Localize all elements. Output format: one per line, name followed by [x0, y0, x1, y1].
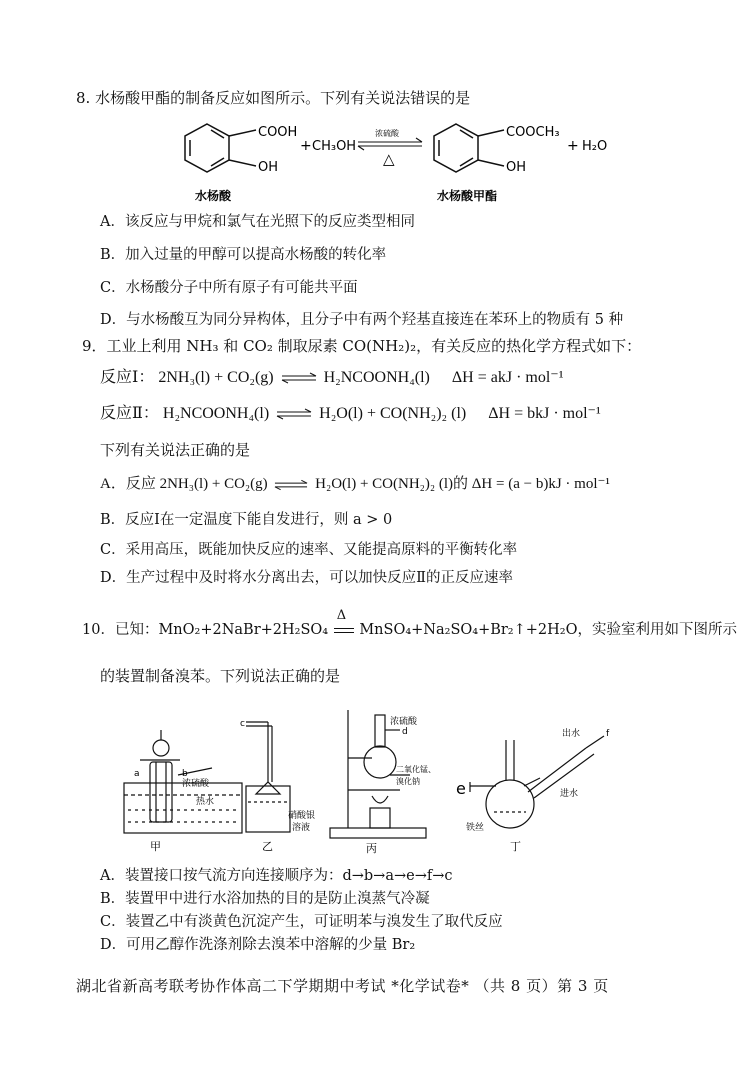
q10-delta: Δ — [336, 608, 347, 623]
q10-option-c: C．装置乙中有淡黄色沉淀产生，可证明苯与溴发生了取代反应 — [100, 914, 503, 930]
label-agno3-2: 溶液 — [292, 823, 311, 833]
label-agno3-1: 硝酸银 — [288, 811, 316, 821]
q8-catalyst-label: 浓硫酸 — [375, 129, 399, 138]
label-conc-acid-2: 浓硫酸 — [390, 717, 418, 727]
q8-option-d: D．与水杨酸互为同分异构体，且分子中有两个羟基直接连在苯环上的物质有 5 种 — [100, 312, 624, 328]
q10-heat-equals — [333, 608, 355, 640]
label-jia: 甲 — [150, 840, 161, 853]
page-footer: 湖北省新高考联考协作体高二下学期期中考试 *化学试卷* （共 8 页）第 3 页 — [76, 977, 609, 995]
q9-reaction-2-label: 反应Ⅱ： — [100, 405, 159, 422]
label-yi: 乙 — [262, 840, 273, 853]
label-a: a — [134, 769, 140, 779]
q9-reaction-2-right: H₂O(l) + CO(NH₂)₂ (l) — [319, 405, 467, 422]
q8-reactant-name: 水杨酸 — [195, 189, 232, 203]
q10-option-d: D．可用乙醇作洗涤剂除去溴苯中溶解的少量 Br₂ — [100, 937, 416, 953]
equilibrium-arrow-icon — [281, 372, 317, 384]
q10-stem-prefix: 10．已知：MnO₂+2NaBr+2H₂SO₄ — [82, 622, 329, 638]
q8-heat-symbol: △ — [383, 150, 395, 168]
q9-reaction-2-left: H₂NCOONH₄(l) — [162, 405, 270, 422]
label-f: f — [606, 729, 610, 739]
q8-water: H₂O — [582, 139, 608, 154]
apparatus-ding — [470, 736, 604, 828]
label-conc-acid-1: 浓硫酸 — [182, 779, 210, 789]
q8-product-oh-label: OH — [506, 160, 527, 175]
q9-option-a-prefix: A．反应 2NH₃(l) + CO₂(g) — [100, 476, 268, 492]
methyl-salicylate-structure — [434, 124, 504, 172]
q10-stem-line2: 的装置制备溴苯。下列说法正确的是 — [100, 667, 341, 685]
q9-reaction-1-right: H₂NCOONH₄(l) — [323, 369, 430, 386]
q8-cooch3-label: COOCH₃ — [506, 125, 560, 140]
q8-option-b: B．加入过量的甲醇可以提高水杨酸的转化率 — [100, 247, 387, 263]
q8-stem: 8. 水杨酸甲酯的制备反应如图所示。下列有关说法错误的是 — [76, 89, 471, 107]
q8-oh-label: OH — [258, 160, 279, 175]
label-d: d — [402, 727, 408, 737]
equilibrium-arrow-icon — [274, 479, 308, 491]
q9-reaction-1-label: 反应Ⅰ： — [100, 369, 155, 386]
q8-product-name: 水杨酸甲酯 — [437, 189, 498, 203]
apparatus-yi — [246, 722, 290, 832]
q9-reaction-2 — [100, 404, 601, 424]
label-mno2-1: 二氧化锰、 — [396, 765, 436, 774]
label-hot-water: 热水 — [196, 797, 215, 807]
q9-option-b: B．反应Ⅰ在一定温度下能自发进行，则 a > 0 — [100, 512, 393, 528]
q9-option-a — [100, 474, 610, 494]
salicylic-acid-structure — [185, 124, 256, 172]
label-b: b — [182, 769, 188, 779]
label-e: e — [456, 779, 466, 798]
label-iron-wire: 铁丝 — [466, 823, 485, 833]
label-bing: 丙 — [366, 842, 377, 855]
q9-reaction-1 — [100, 368, 564, 388]
q8-option-c: C．水杨酸分子中所有原子有可能共平面 — [100, 280, 358, 296]
q9-reaction-1-dh: ΔH = akJ · mol⁻¹ — [451, 369, 564, 386]
q10-stem — [82, 608, 737, 640]
equilibrium-arrow-icon — [276, 408, 312, 420]
apparatus-bing — [330, 710, 426, 838]
q10-option-b: B．装置甲中进行水浴加热的目的是防止溴蒸气冷凝 — [100, 891, 430, 907]
label-water-out: 出水 — [562, 729, 581, 739]
q10-stem-suffix: MnSO₄+Na₂SO₄+Br₂↑+2H₂O，实验室利用如下图所示 — [359, 622, 737, 638]
q9-question: 下列有关说法正确的是 — [100, 441, 251, 459]
q9-option-c: C．采用高压，既能加快反应的速率、又能提高原料的平衡转化率 — [100, 542, 518, 558]
q9-option-a-suffix: H₂O(l) + CO(NH₂)₂ (l)的 ΔH = (a − b)kJ · mol⁻¹ — [315, 476, 610, 492]
q8-methanol: CH₃OH — [312, 139, 357, 154]
label-c: c — [240, 719, 245, 729]
q8-cooh-label: COOH — [258, 125, 298, 140]
label-ding: 丁 — [510, 840, 521, 853]
q9-stem: 9．工业上利用 NH₃ 和 CO₂ 制取尿素 CO(NH₂)₂，有关反应的热化学方程式如下： — [82, 337, 642, 355]
q8-reaction-scheme — [0, 112, 756, 222]
label-water-in: 进水 — [560, 789, 579, 799]
q9-option-d: D．生产过程中及时将水分离出去，可以加快反应Ⅱ的正反应速率 — [100, 570, 513, 586]
q9-reaction-1-left: 2NH₃(l) + CO₂(g) — [158, 369, 274, 386]
q10-apparatus-figure — [0, 700, 756, 860]
q8-option-a: A．该反应与甲烷和氯气在光照下的反应类型相同 — [100, 214, 415, 230]
q8-plus-1: + — [300, 138, 312, 154]
q9-reaction-2-dh: ΔH = bkJ · mol⁻¹ — [488, 405, 601, 422]
q10-option-a: A．装置接口按气流方向连接顺序为：d→b→a→e→f→c — [100, 868, 453, 884]
q8-plus-2: + — [567, 138, 579, 154]
q8-equilibrium-arrow — [358, 138, 422, 150]
label-mno2-2: 溴化钠 — [396, 777, 420, 786]
